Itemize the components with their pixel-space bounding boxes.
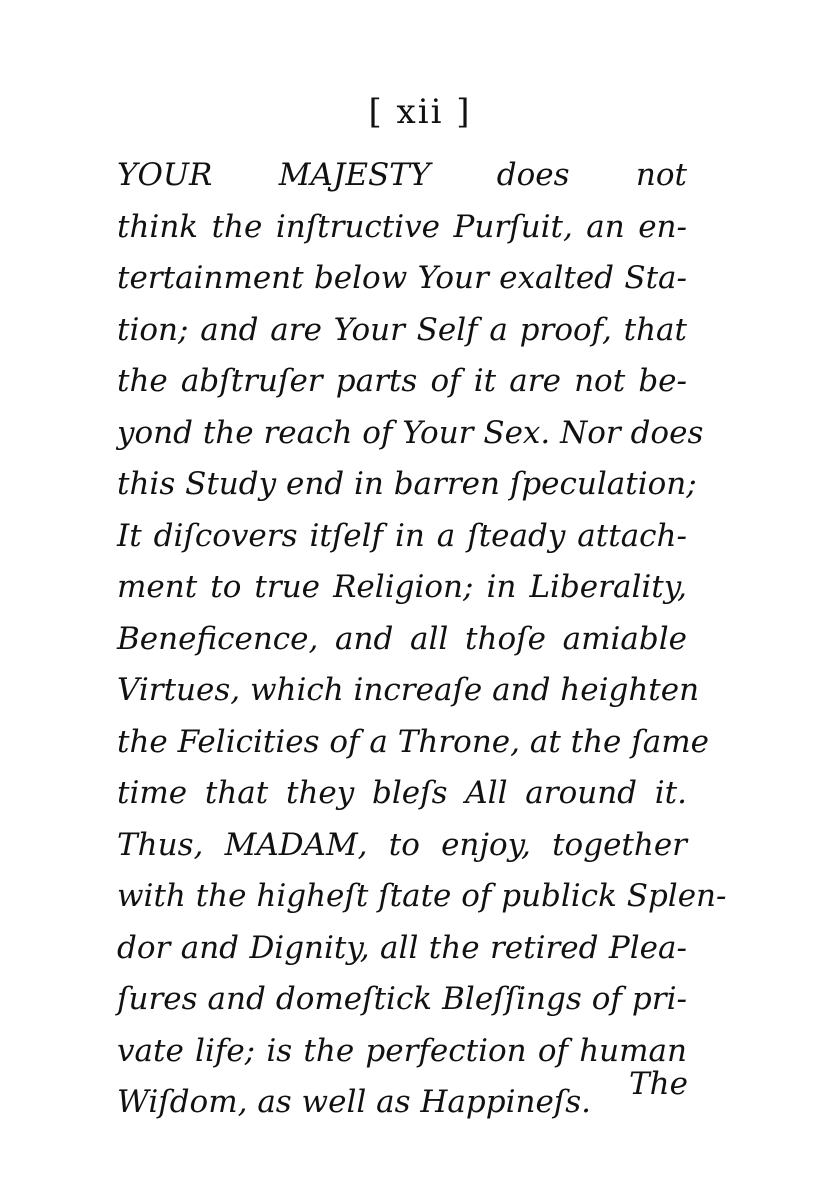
text-line: vate life; is the perfection of human	[117, 1032, 687, 1069]
text-line: Virtues, which increaſe and heighten	[117, 672, 700, 708]
text-line: tion; and are Your Self a proof, that	[117, 311, 687, 348]
text-line: the abſtruſer parts of it are not be-	[117, 363, 687, 399]
catchword: The	[629, 1066, 688, 1102]
text-line: tertainment below Your exalted Sta-	[117, 260, 687, 296]
text-line: this Study end in barren ſpeculation;	[117, 466, 697, 502]
text-line: It diſcovers itſelf in a ſteady attach-	[117, 517, 687, 554]
text-line: think the inſtructive Purſuit, an en-	[117, 208, 687, 245]
text-line: the Felicities of a Throne, at the ſame	[117, 723, 709, 760]
text-line: Thus, MADAM, to enjoy, together	[117, 826, 687, 863]
text-line: ment to true Religion; in Liberality,	[117, 569, 687, 605]
text-line: with the higheſt ſtate of publick Splen-	[117, 878, 727, 914]
text-line: yond the reach of Your Sex. Nor does	[117, 414, 704, 451]
text-line: Wiſdom, as well as Happineſs.	[117, 1084, 592, 1120]
text-line: YOUR MAJESTY does not	[117, 157, 687, 193]
text-line: Beneficence, and all thoſe amiable	[117, 620, 687, 657]
text-line: dor and Dignity, all the retired Plea-	[117, 929, 687, 966]
text-line: time that they bleſs All around it.	[117, 775, 687, 811]
body-text	[117, 150, 727, 1129]
text-line: ſures and domeſtick Bleſſings of pri-	[117, 981, 687, 1017]
page-number: [ xii ]	[368, 92, 472, 132]
